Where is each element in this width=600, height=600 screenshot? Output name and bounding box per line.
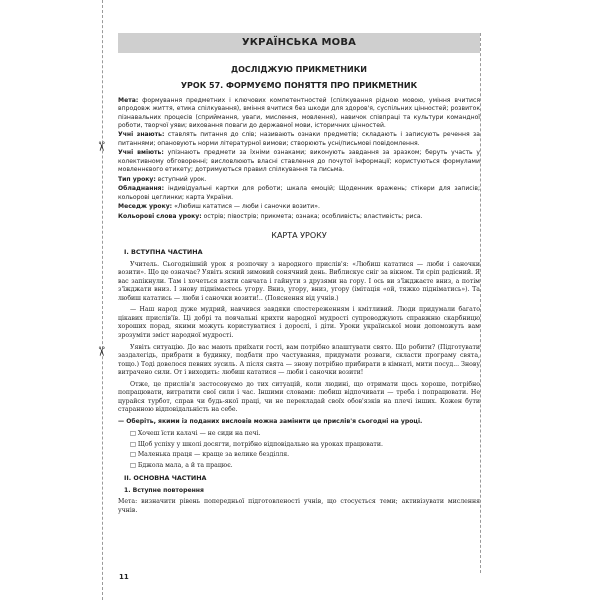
part-title: I. ВСТУПНА ЧАСТИНА [124, 247, 203, 256]
color-words-field [118, 213, 480, 221]
paragraph: Уявіть ситуацію. До вас мають приїхати гості, вам потрібно влаштувати свято. Що робити? (Підготувати заздалегідь, прибрати в будинку, подбати про частування, придумати розваги, скласти програму свята, тощо.) Тоді довелося певних зусиль. А після свята — знову потрібно прибирати в кімнаті, мити посуд... Знову витрачено сили. От і виходить: любиш кататися — люби і саночки возити! [118, 343, 480, 377]
equipment-text: індивідуальні картки для роботи; шкала емоцій; Щоденник вражень; стікери для записів; кольорові цеглинки; карта України. [118, 185, 480, 201]
scissors-icon: ✂ [92, 346, 108, 357]
know-field [118, 131, 480, 147]
paragraph: — Наш народ дуже мудрий, навчився завдяки спостереженням і кмітливий. Люди придумали багато цікавих прислів'їв. Ці добрі та повчальні крихти народної мудрості супроводжують справжню скарбницю хороших порад, якими можуть користуватися і дорослі, і діти. Уроки української мови допоможуть вам зрозуміти зміст народної мудрості. [118, 306, 480, 339]
able-text: упізнають предмети за їхніми ознаками; виконують завдання за зразком; беруть участь у колективному обговоренні; висловлюють власні ставлення до почутої інформації; користуються формулами мовленнєвого етикету; дотримуються правил спілкування та письма. [118, 149, 480, 173]
topic-title: ДОСЛІДЖУЮ ПРИКМЕТНИКИ [231, 64, 367, 74]
know-text: ставлять питання до слів; називають ознаки предметів; складають і записують речення за питаннями; опановують норми літературної вимови; створюють усні/письмові повідомлення. [118, 131, 481, 147]
map-title: КАРТА УРОКУ [271, 231, 327, 241]
equipment-field [118, 185, 480, 201]
cut-line [102, 0, 103, 600]
proverb-item: □ Бджола мала, а й та працює. [130, 461, 233, 469]
part-title: II. ОСНОВНА ЧАСТИНА [124, 474, 207, 483]
message-label: Меседж уроку: [118, 203, 173, 211]
proverb-item: □ Хочеш їсти калачі — не сиди на печі. [130, 430, 261, 438]
section-title: УКРАЇНСЬКА МОВА [118, 33, 480, 53]
lesson-title: УРОК 57. ФОРМУЄМО ПОНЯТТЯ ПРО ПРИКМЕТНИК [180, 81, 418, 91]
color-words-label: Кольорові слова уроку: [118, 212, 202, 220]
type-label: Тип уроку: [118, 175, 156, 183]
scissors-icon: ✂ [92, 141, 108, 152]
message-text: «Любиш кататися — люби і саночки возити». [174, 203, 320, 211]
subpart-goal: Мета: визначити рівень попередньої підготовленості учнів, що стосується теми; активізувати мислення учнів. [118, 498, 480, 514]
lesson-body [118, 261, 480, 471]
proverb-item: □ Щоб успіху у школі досягти, потрібно відповідально на уроках працювати. [130, 440, 383, 448]
paragraph: Учитель. Сьогоднішній урок я розпочну з народного прислів'я: «Любиш кататися — люби і саночки возити». Що це означає? Уявіть ясний зимовий сонячний день. Виблискує сніг за вікном. Ти сріп радісний. Я вас запікнули. Там і хочеться взяти санчата і гайнути з друзями на гору. І ось ви з'їжджаєте вниз, а потім з'їжджати вниз. І знову піднімаєтесь угору. Вниз, угору, вниз, угору (імітація «ой, тяжко підніматись»). Та любиш кататись — люби і саночки возити!.. (Пояснення від учнів.) [118, 260, 480, 302]
goal-field [118, 97, 480, 130]
subpart-title: 1. Вступне повторення [124, 487, 204, 495]
goal-label: Мета: [118, 97, 139, 105]
know-label: Учні знають: [118, 131, 165, 139]
able-label: Учні вміють: [118, 149, 164, 157]
equipment-label: Обладнання: [118, 185, 165, 193]
proverb-list [130, 430, 480, 470]
paragraph: Отже, це прислів'я застосовуємо до тих ситуацій, коли людині, що отримати щось хороше, потрібно попрацювати, витратити свої сили і час. Іншими словами: любиш відпочивати — треба і попрацювати. Не цурайся турбот, справ чи будь-якої праці, чи не перекладай своїх обов'язків на плечі інших. Кожен бути старанною відповідальність на себе. [118, 380, 480, 414]
page-number: 11 [119, 573, 129, 581]
proverb-item: □ Маленька праця — краще за велике безділля. [130, 451, 290, 459]
document-page [118, 33, 480, 517]
type-field [118, 176, 480, 184]
question-text: — Оберіть, якими із поданих висловів можна замінити це прислів'я сьогодні на уроці. [118, 417, 423, 425]
color-words-text: острів; півострів; прикмета; ознака; особливість; властивість; риса. [203, 212, 423, 220]
message-field [118, 203, 480, 211]
goal-text: формування предметних і ключових компетентностей (спілкування рідною мовою, уміння вчитися впродовж життя, етика спілкування), вміння вчитися без шкоди для здоров'я, суспільних цінностей; розвиток пізнавальних процесів (сприймання, уваги, мислення, мовлення), навичок співпраці та культури командної роботи, творчої уяви; виховання поваги до державної мови, історичних цінностей. [118, 97, 481, 129]
able-field [118, 149, 480, 174]
right-margin-line [480, 33, 481, 573]
type-text: вступний урок. [157, 175, 207, 183]
